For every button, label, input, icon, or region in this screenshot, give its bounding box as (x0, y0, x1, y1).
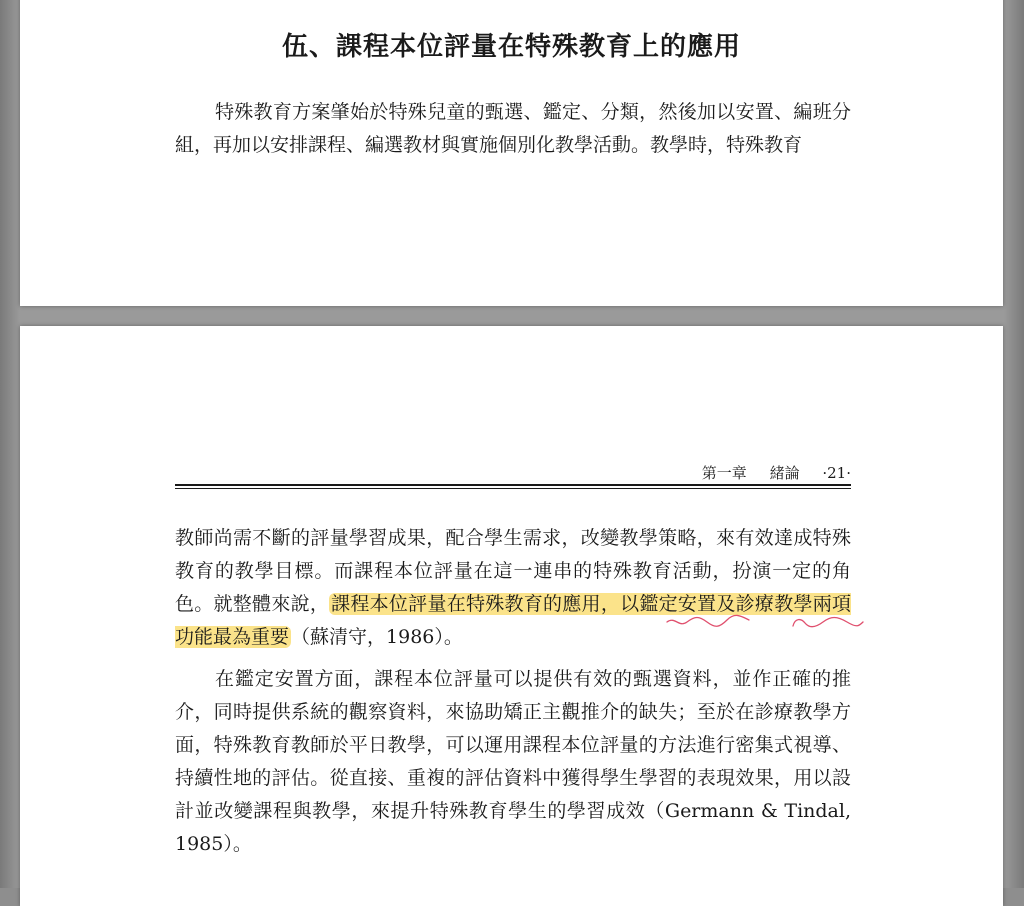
header-title: 緒論 (769, 464, 800, 482)
header-chapter: 第一章 (701, 464, 747, 482)
page1-body (175, 96, 851, 162)
ink-squiggle-annotation[interactable] (665, 614, 865, 632)
highlight-annotation[interactable]: 課程本位評量在特殊教育的應用，以鑑定安置及診療教學兩項功能最為重要 (175, 593, 851, 648)
para1-text-before: 教師尚需不斷的評量學習成果，配合學生需求，改變教學策略，來有效達成特殊教育的教學目標。而課程本位評量在這一連串的特殊教育活動，扮演一定的角色。就整體來說， (175, 527, 851, 615)
page2-body (175, 522, 851, 861)
header-rule-thick (175, 484, 851, 486)
para1-text-after: （蘇清守，1986）。 (291, 626, 463, 648)
header-rule-thin (175, 488, 851, 489)
pdf-page-2 (20, 326, 1003, 906)
page1-paragraph: 特殊教育方案肇始於特殊兒童的甄選、鑑定、分類，然後加以安置、編班分組，再加以安排課程、編選教材與實施個別化教學活動。教學時，特殊教育 (175, 101, 851, 156)
page2-paragraph-2: 在鑑定安置方面，課程本位評量可以提供有效的甄選資料，並作正確的推介，同時提供系統的觀察資料，來協助矯正主觀推介的缺失；至於在診療教學方面，特殊教育教師於平日教學，可以運用課程本位評量的方法進行密集式視導、持續性地的評估。從直接、重複的評估資料中獲得學生學習的表現效果，用以設計並改變課程與教學，來提升特殊教育學生的學習成效（Germann & Tindal, 1985）。 (175, 668, 851, 855)
pdf-page-1 (20, 0, 1003, 306)
running-header (175, 462, 851, 482)
header-page-number: ·21· (822, 464, 851, 482)
section-heading: 伍、課程本位評量在特殊教育上的應用 (281, 32, 741, 62)
page2-paragraph-1 (175, 522, 851, 654)
